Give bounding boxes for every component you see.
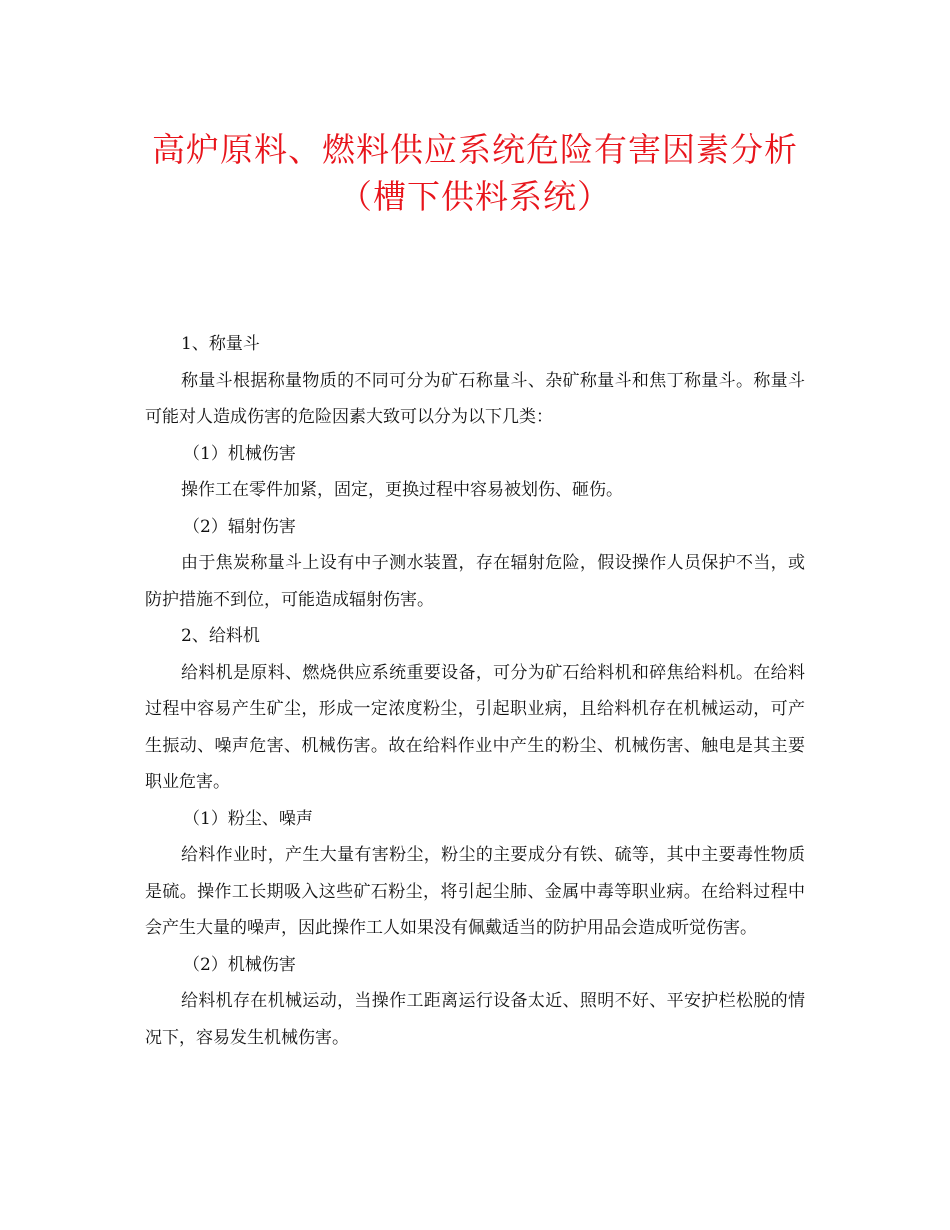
paragraph-feeder-intro: 给料机是原料、燃烧供应系统重要设备，可分为矿石给料机和碎焦给料机。在给料过程中容易产生矿尘，形成一定浓度粉尘，引起职业病，且给料机存在机械运动，可产生振动、噪声危害、机械伤害。故在给料作业中产生的粉尘、机械伤害、触电是其主要职业危害。 (145, 662, 805, 792)
subheading-mechanical-injury-2: （2）机械伤害 (183, 954, 296, 975)
document-body (145, 326, 805, 1056)
section-heading-weighing-hopper: 1、称量斗 (181, 334, 260, 354)
paragraph-mechanical-injury-2: 给料机存在机械运动，当操作工距离运行设备太近、照明不好、平安护栏松脱的情况下，容易发生机械伤害。 (145, 991, 805, 1048)
document-title-line-1: 高炉原料、燃料供应系统危险有害因素分析 (152, 130, 798, 169)
document-title-line-2: （槽下供料系统） (339, 177, 611, 216)
paragraph-mechanical-injury-1: 操作工在零件加紧，固定，更换过程中容易被划伤、砸伤。 (181, 480, 623, 500)
paragraph-radiation-injury: 由于焦炭称量斗上设有中子测水装置，存在辐射危险，假设操作人员保护不当，或防护措施不到位，可能造成辐射伤害。 (145, 553, 805, 610)
paragraph-dust-noise: 给料作业时，产生大量有害粉尘，粉尘的主要成分有铁、硫等，其中主要毒性物质是硫。操作工长期吸入这些矿石粉尘，将引起尘肺、金属中毒等职业病。在给料过程中会产生大量的噪声，因此操作工人如果没有佩戴适当的防护用品会造成听觉伤害。 (145, 845, 805, 938)
subheading-radiation-injury: （2）辐射伤害 (183, 516, 296, 537)
section-heading-feeder: 2、给料机 (181, 626, 260, 646)
paragraph-weighing-hopper-intro: 称量斗根据称量物质的不同可分为矿石称量斗、杂矿称量斗和焦丁称量斗。称量斗可能对人造成伤害的危险因素大致可以分为以下几类： (145, 370, 805, 427)
subheading-mechanical-injury-1: （1）机械伤害 (183, 443, 296, 464)
subheading-dust-noise: （1）粉尘、噪声 (183, 808, 313, 829)
